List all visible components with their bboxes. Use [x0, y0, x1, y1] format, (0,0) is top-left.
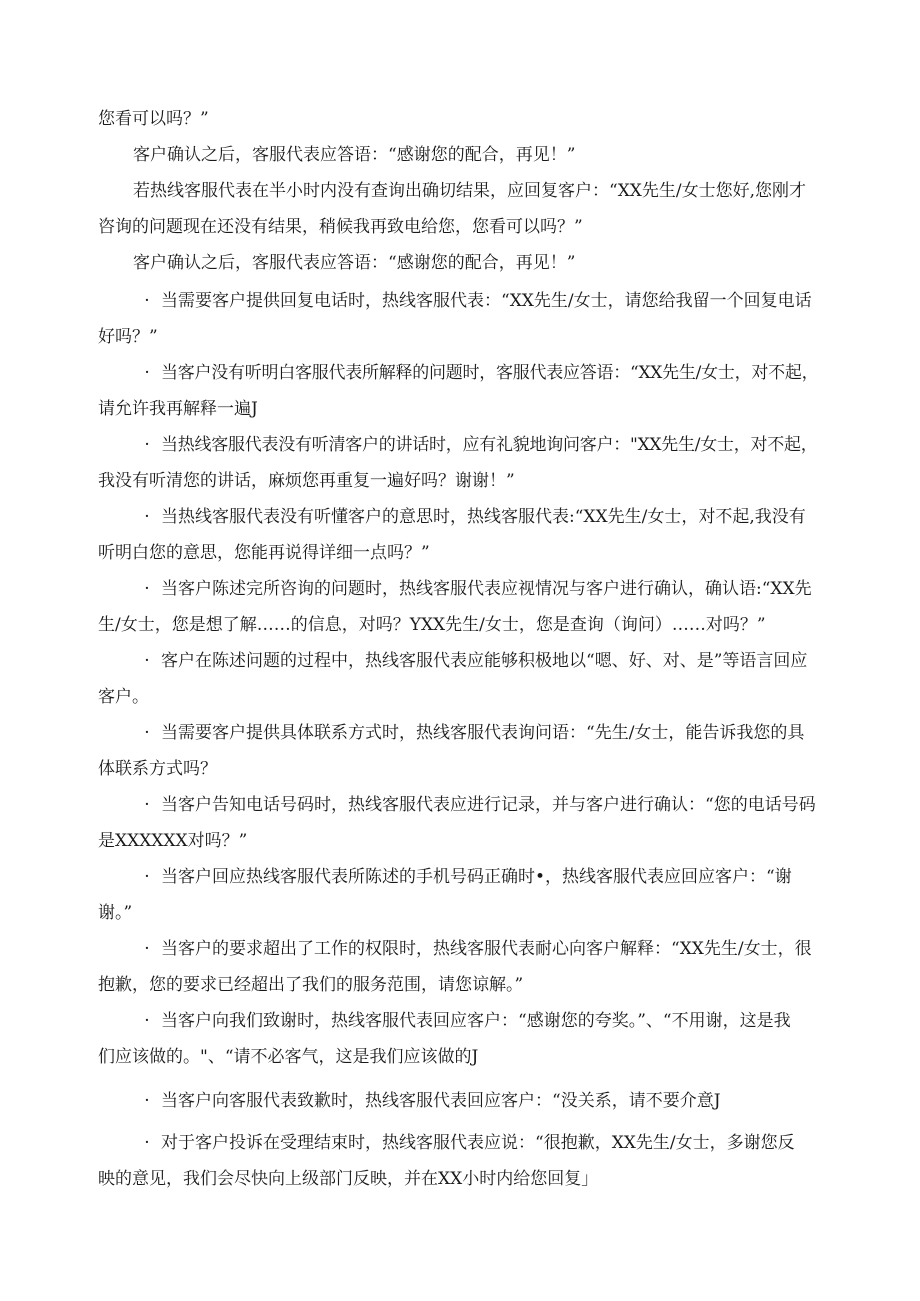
- bullet-item: [98, 1003, 826, 1075]
- paragraph-continuation: [98, 101, 826, 137]
- bullet-marker: ·: [144, 363, 150, 383]
- text-line: 您看可以吗？”: [98, 109, 209, 129]
- text-line: 客户确认之后，客服代表应答语：“感谢您的配合，再见！”: [133, 253, 576, 273]
- text-line: 客户。: [98, 687, 149, 707]
- bullet-marker: ·: [144, 795, 150, 815]
- text-line: 当热线客服代表没有听懂客户的意思时，热线客服代表:“XX先生/女士，对不起,我没有: [161, 507, 806, 527]
- text-line: 当客户没有听明白客服代表所解释的问题时，客服代表应答语：“XX先生/女士，对不起，: [161, 363, 819, 383]
- text-line: 谢。”: [98, 903, 133, 923]
- bullet-marker: ·: [144, 435, 150, 455]
- text-line: 生/女士，您是想了解……的信息，对吗？YXX先生/女士，您是查询（询问）……对吗？”: [98, 615, 766, 635]
- text-line: 当热线客服代表没有听清客户的讲话时，应有礼貌地询问客户："XX先生/女士，对不起，: [161, 435, 818, 455]
- bullet-item: [98, 571, 826, 643]
- bullet-item: [98, 787, 826, 859]
- text-line: 我没有听清您的讲话，麻烦您再重复一遍好吗？谢谢！”: [98, 471, 515, 491]
- bullet-marker: ·: [144, 1133, 150, 1153]
- paragraph-no-result-reply: [98, 173, 826, 245]
- bullet-marker: ·: [144, 723, 150, 743]
- bullet-marker: ·: [144, 939, 150, 959]
- text-line: 若热线客服代表在半小时内没有查询出确切结果，应回复客户：“XX先生/女士您好,您刚才: [133, 181, 807, 201]
- paragraph-confirm-reply-2: [98, 245, 826, 281]
- bullet-item: [98, 499, 826, 571]
- text-line: 抱歉，您的要求已经超出了我们的服务范围，请您谅解。”: [98, 975, 524, 995]
- text-line: 当需要客户提供具体联系方式时，热线客服代表询问语：“先生/女士，能告诉我您的具: [161, 723, 805, 743]
- text-line: 体联系方式吗？: [98, 759, 217, 779]
- text-line: 当客户陈述完所咨询的问题时，热线客服代表应视情况与客户进行确认，确认语:“XX先: [161, 579, 812, 599]
- text-line: 们应该做的。"、“请不必客气，这是我们应该做的J: [98, 1047, 479, 1067]
- text-line: 请允许我再解释一遍J: [98, 399, 258, 419]
- bullet-marker: ·: [144, 579, 150, 599]
- bullet-item: [98, 1083, 826, 1119]
- text-line: 当客户告知电话号码时，热线客服代表应进行记录，并与客户进行确认：“您的电话号码: [161, 795, 816, 815]
- text-line: 是XXXXXX对吗？”: [98, 831, 248, 851]
- text-line: 对于客户投诉在受理结束时，热线客服代表应说：“很抱歉，XX先生/女士，多谢您反: [161, 1133, 795, 1153]
- bullet-item: [98, 283, 826, 355]
- text-line: 听明白您的意思，您能再说得详细一点吗？”: [98, 543, 430, 563]
- text-line: 当客户向客服代表致歉时，热线客服代表回应客户：“没关系，请不要介意J: [161, 1091, 721, 1111]
- text-line: 当客户的要求超出了工作的权限时，热线客服代表耐心向客户解释：“XX先生/女士，很: [161, 939, 812, 959]
- text-line: 客户确认之后，客服代表应答语：“感谢您的配合，再见！”: [133, 145, 576, 165]
- text-line: 好吗？”: [98, 327, 158, 347]
- bullet-item: [98, 715, 826, 787]
- text-line: 客户在陈述问题的过程中，热线客服代表应能够积极地以“嗯、好、对、是”等语言回应: [161, 651, 808, 671]
- paragraph-confirm-reply: [98, 137, 826, 173]
- bullet-item: [98, 1125, 826, 1197]
- text-line: 咨询的问题现在还没有结果，稍候我再致电给您，您看可以吗？”: [98, 217, 583, 237]
- text-line: 当需要客户提供回复电话时，热线客服代表：“XX先生/女士，请您给我留一个回复电话: [161, 291, 812, 311]
- bullet-marker: ·: [144, 1011, 150, 1031]
- text-line: 当客户回应热线客服代表所陈述的手机号码正确时•，热线客服代表应回应客户：“谢: [161, 867, 792, 887]
- bullet-item: [98, 427, 826, 499]
- bullet-marker: ·: [144, 651, 150, 671]
- bullet-item: [98, 355, 826, 427]
- bullet-item: [98, 859, 826, 931]
- bullet-item: [98, 643, 826, 715]
- text-line: 映的意见，我们会尽快向上级部门反映，并在XX小时内给您回复」: [98, 1169, 599, 1189]
- bullet-marker: ·: [144, 1091, 150, 1111]
- bullet-item: [98, 931, 826, 1003]
- bullet-marker: ·: [144, 507, 150, 527]
- text-line: 当客户向我们致谢时，热线客服代表回应客户：“感谢您的夸奖。”、“不用谢，这是我: [161, 1011, 791, 1031]
- bullet-marker: ·: [144, 867, 150, 887]
- bullet-marker: ·: [144, 291, 150, 311]
